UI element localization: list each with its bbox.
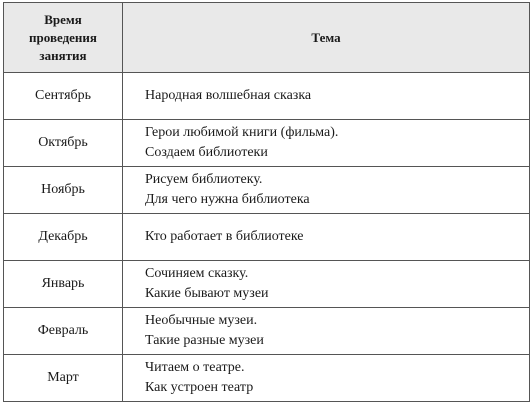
schedule-table-container bbox=[3, 2, 529, 399]
table-row bbox=[4, 120, 530, 167]
month-cell: Ноябрь bbox=[4, 167, 123, 214]
topic-cell bbox=[123, 120, 530, 167]
topic-line: Читаем о театре. bbox=[145, 360, 245, 375]
header-time bbox=[4, 3, 123, 73]
topic-cell bbox=[123, 73, 530, 120]
month-cell: Январь bbox=[4, 261, 123, 308]
table-row bbox=[4, 167, 530, 214]
topic-line: Сочиняем сказку. bbox=[145, 266, 249, 281]
table-row bbox=[4, 355, 530, 402]
topic-line: Рисуем библиотеку. bbox=[145, 172, 263, 187]
topic-cell bbox=[123, 261, 530, 308]
month-cell: Октябрь bbox=[4, 120, 123, 167]
topic-line: Такие разные музеи bbox=[145, 333, 264, 348]
schedule-table bbox=[3, 2, 530, 402]
table-row bbox=[4, 214, 530, 261]
month-cell: Март bbox=[4, 355, 123, 402]
topic-line: Необычные музеи. bbox=[145, 313, 258, 328]
topic-cell bbox=[123, 308, 530, 355]
month-cell: Февраль bbox=[4, 308, 123, 355]
table-row bbox=[4, 308, 530, 355]
topic-line: Кто работает в библиотеке bbox=[145, 229, 304, 244]
header-topic: Тема bbox=[123, 3, 530, 73]
header-time-line: Время bbox=[44, 11, 82, 27]
month-cell: Декабрь bbox=[4, 214, 123, 261]
header-time-line: проведения bbox=[29, 29, 97, 45]
topic-line: Для чего нужна библиотека bbox=[145, 192, 310, 207]
table-row bbox=[4, 261, 530, 308]
topic-line: Создаем библиотеки bbox=[145, 145, 268, 160]
topic-cell bbox=[123, 355, 530, 402]
topic-cell bbox=[123, 214, 530, 261]
table-row bbox=[4, 73, 530, 120]
header-row bbox=[4, 3, 530, 73]
header-time-line: занятия bbox=[39, 47, 87, 63]
month-cell: Сентябрь bbox=[4, 73, 123, 120]
topic-line: Как устроен театр bbox=[145, 380, 254, 395]
topic-line: Народная волшебная сказка bbox=[145, 88, 312, 103]
topic-line: Какие бывают музеи bbox=[145, 286, 269, 301]
topic-cell bbox=[123, 167, 530, 214]
topic-line: Герои любимой книги (фильма). bbox=[145, 125, 339, 140]
